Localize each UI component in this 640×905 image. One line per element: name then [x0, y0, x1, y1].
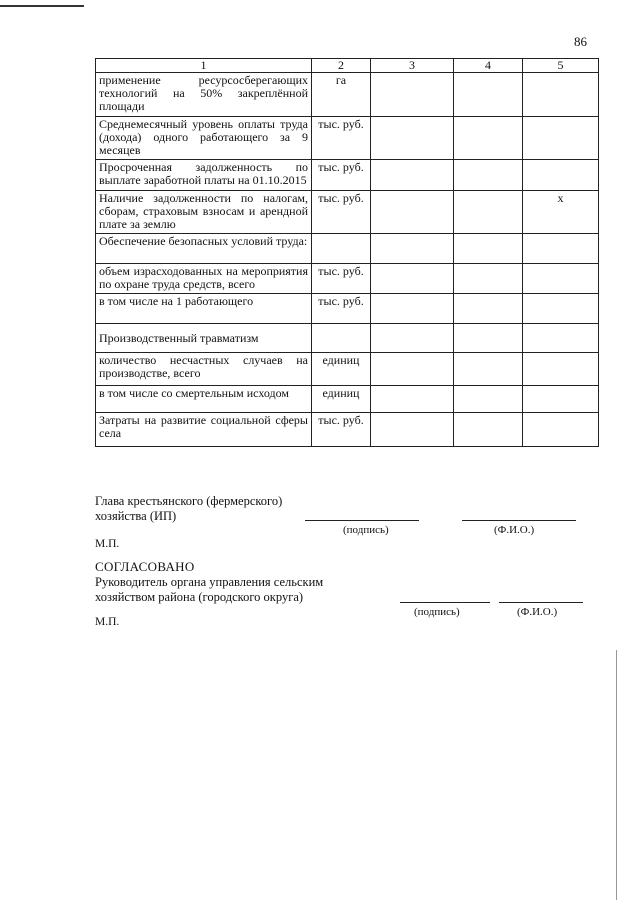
- row-value-3: [371, 191, 454, 234]
- row-value-3: [371, 386, 454, 413]
- margin-rule: [616, 650, 617, 900]
- agreed-stamp-place: М.П.: [95, 616, 120, 628]
- head-name-line[interactable]: [462, 520, 576, 521]
- row-unit: га: [312, 73, 371, 117]
- table-row: [96, 160, 599, 191]
- head-signature-caption: (подпись): [343, 524, 389, 536]
- table-header-row: [96, 59, 599, 73]
- head-name-caption: (Ф.И.О.): [494, 524, 535, 536]
- row-unit: тыс. руб.: [312, 117, 371, 160]
- row-value-3: [371, 324, 454, 353]
- header-col-4: 4: [454, 59, 523, 73]
- header-col-2: 2: [312, 59, 371, 73]
- head-signature-label: [95, 494, 282, 524]
- row-unit: тыс. руб.: [312, 413, 371, 447]
- agreed-signatory-label: [95, 575, 323, 605]
- row-value-5: [523, 117, 599, 160]
- row-value-3: [371, 413, 454, 447]
- table-row: [96, 386, 599, 413]
- table-row: [96, 73, 599, 117]
- row-unit: тыс. руб.: [312, 191, 371, 234]
- row-value-5: [523, 294, 599, 324]
- row-unit: единиц: [312, 386, 371, 413]
- agreed-signature-line[interactable]: [400, 602, 490, 603]
- table-row: [96, 353, 599, 386]
- agreed-title-line-2: хозяйством района (городского округа): [95, 590, 304, 604]
- row-value-4: [454, 264, 523, 294]
- row-value-5: х: [523, 191, 599, 234]
- row-value-5: [523, 234, 599, 264]
- row-description: количество несчастных случаев на производстве, всего: [96, 353, 312, 386]
- agreed-title: СОГЛАСОВАНО: [95, 559, 195, 574]
- indicators-table: [95, 58, 599, 447]
- row-value-5: [523, 413, 599, 447]
- table-row: [96, 117, 599, 160]
- row-value-5: [523, 160, 599, 191]
- row-value-4: [454, 117, 523, 160]
- row-unit: тыс. руб.: [312, 294, 371, 324]
- row-value-3: [371, 353, 454, 386]
- agreed-name-line[interactable]: [499, 602, 583, 603]
- row-description: в том числе со смертельным исходом: [96, 386, 312, 413]
- agreed-name-caption: (Ф.И.О.): [517, 606, 558, 618]
- table-row: [96, 191, 599, 234]
- row-value-4: [454, 191, 523, 234]
- row-value-3: [371, 117, 454, 160]
- head-signature-line[interactable]: [305, 520, 419, 521]
- row-value-4: [454, 324, 523, 353]
- row-value-4: [454, 386, 523, 413]
- row-value-4: [454, 353, 523, 386]
- row-description: Затраты на развитие социальной сферы села: [96, 413, 312, 447]
- row-value-5: [523, 264, 599, 294]
- row-value-5: [523, 386, 599, 413]
- row-value-3: [371, 73, 454, 117]
- row-value-4: [454, 73, 523, 117]
- row-description: применение ресурсосберегающих технологий на 50% закреплённой площади: [96, 73, 312, 117]
- row-value-3: [371, 264, 454, 294]
- row-value-5: [523, 324, 599, 353]
- row-value-5: [523, 353, 599, 386]
- row-unit: [312, 324, 371, 353]
- row-unit: [312, 234, 371, 264]
- header-col-5: 5: [523, 59, 599, 73]
- row-value-5: [523, 73, 599, 117]
- table-row: [96, 324, 599, 353]
- table-row: [96, 294, 599, 324]
- row-description: объем израсходованных на мероприятия по охране труда средств, всего: [96, 264, 312, 294]
- header-col-3: 3: [371, 59, 454, 73]
- row-description: Производственный травматизм: [96, 324, 312, 353]
- header-col-1: 1: [96, 59, 312, 73]
- head-title-line-2: хозяйства (ИП): [95, 509, 177, 523]
- row-value-4: [454, 160, 523, 191]
- row-description: Просроченная задолженность по выплате заработной платы на 01.10.2015: [96, 160, 312, 191]
- row-unit: тыс. руб.: [312, 264, 371, 294]
- row-value-4: [454, 294, 523, 324]
- row-value-4: [454, 234, 523, 264]
- agreed-signature-caption: (подпись): [414, 606, 460, 618]
- table-row: [96, 264, 599, 294]
- row-description: в том числе на 1 работающего: [96, 294, 312, 324]
- row-value-3: [371, 294, 454, 324]
- page-number: 86: [574, 34, 587, 49]
- head-stamp-place: М.П.: [95, 538, 120, 550]
- row-unit: тыс. руб.: [312, 160, 371, 191]
- agreed-title-line-1: Руководитель органа управления сельским: [95, 575, 324, 589]
- table-row: [96, 413, 599, 447]
- row-description: Обеспечение безопасных условий труда:: [96, 234, 312, 264]
- row-value-3: [371, 160, 454, 191]
- head-title-line-1: Глава крестьянского (фермерского): [95, 494, 283, 508]
- row-value-3: [371, 234, 454, 264]
- row-description: Наличие задолженности по налогам, сборам, страховым взносам и арендной плате за землю: [96, 191, 312, 234]
- row-description: Среднемесячный уровень оплаты труда (дохода) одного работающего за 9 месяцев: [96, 117, 312, 160]
- table-row: [96, 234, 599, 264]
- row-unit: единиц: [312, 353, 371, 386]
- row-value-4: [454, 413, 523, 447]
- top-edge-rule: [0, 5, 84, 7]
